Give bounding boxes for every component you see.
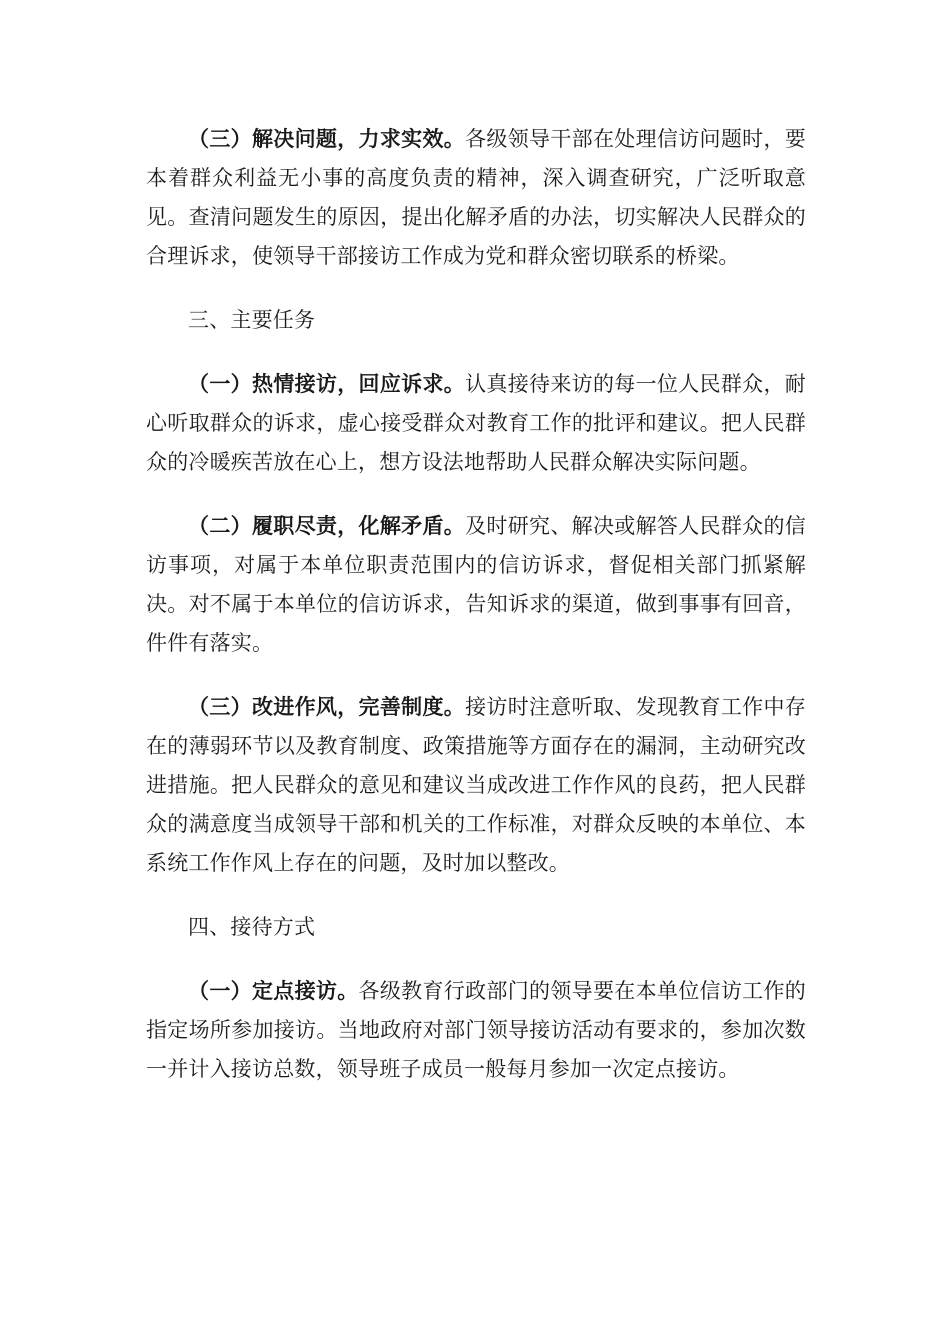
paragraph-fixed-reception — [146, 972, 806, 1089]
paragraph-lead: （三）改进作风，完善制度。 — [188, 695, 466, 719]
paragraph-body: 接访时注意听取、发现教育工作中存在的薄弱环节以及教育制度、政策措施等方面存在的漏洞，主动研究改进措施。把人民群众的意见和建议当成改进工作作风的良药，把人民群众的满意度当成领导干部和机关的工作标准，对群众反映的本单位、本系统工作作风上存在的问题，及时加以整改。 — [146, 695, 806, 875]
paragraph-body: 各级领导干部在处理信访问题时，要本着群众利益无小事的高度负责的精神，深入调查研究，广泛听取意见。查清问题发生的原因，提出化解矛盾的办法，切实解决人民群众的合理诉求，使领导干部接访工作成为党和群众密切联系的桥梁。 — [146, 127, 806, 268]
paragraph-lead: （一）定点接访。 — [188, 979, 359, 1003]
paragraph-lead: （一）热情接访，回应诉求。 — [188, 372, 466, 396]
paragraph-warm-reception — [146, 365, 806, 482]
paragraph-lead: （二）履职尽责，化解矛盾。 — [188, 514, 466, 538]
document-page — [146, 120, 806, 1114]
paragraph-resolve-problems — [146, 120, 806, 276]
section-heading-main-tasks: 三、主要任务 — [188, 308, 316, 332]
paragraph-body: 各级教育行政部门的领导要在本单位信访工作的指定场所参加接访。当地政府对部门领导接访活动有要求的，参加次数一并计入接访总数，领导班子成员一般每月参加一次定点接访。 — [146, 979, 806, 1081]
paragraph-body: 认真接待来访的每一位人民群众，耐心听取群众的诉求，虚心接受群众对教育工作的批评和建议。把人民群众的冷暖疾苦放在心上，想方设法地帮助人民群众解决实际问题。 — [146, 372, 806, 474]
paragraph-fulfill-duties — [146, 507, 806, 663]
section-heading-reception-methods: 四、接待方式 — [188, 915, 316, 939]
paragraph-body: 及时研究、解决或解答人民群众的信访事项，对属于本单位职责范围内的信访诉求，督促相关部门抓紧解决。对不属于本单位的信访诉求，告知诉求的渠道，做到事事有回音，件件有落实。 — [146, 514, 806, 655]
paragraph-improve-style — [146, 688, 806, 883]
paragraph-lead: （三）解决问题，力求实效。 — [188, 127, 466, 151]
